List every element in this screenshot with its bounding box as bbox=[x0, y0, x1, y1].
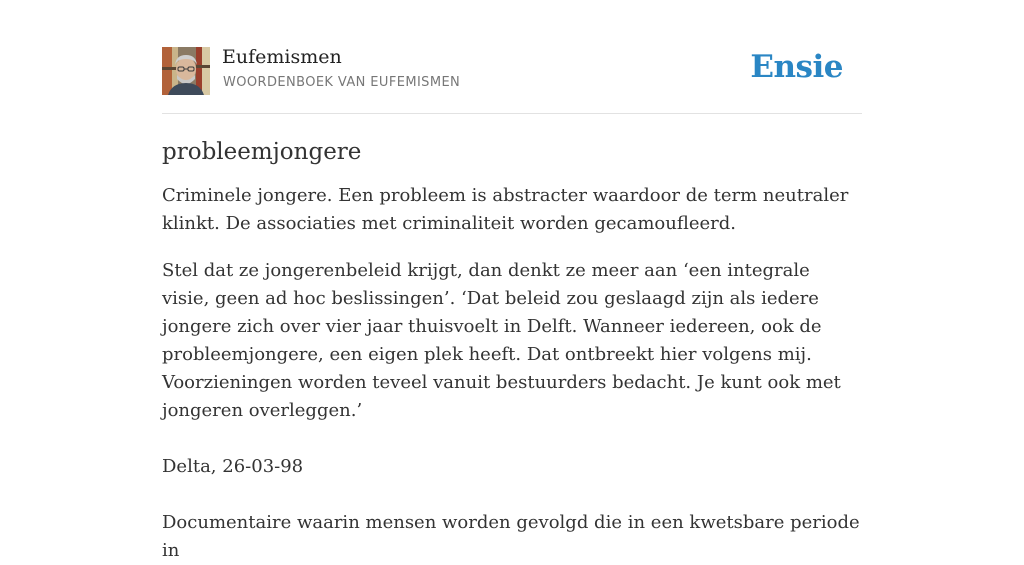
author-portrait-icon bbox=[162, 47, 210, 95]
entry-content bbox=[162, 134, 862, 565]
brand-name[interactable]: Eufemismen bbox=[222, 46, 342, 68]
entry-example: Stel dat ze jongerenbeleid krijgt, dan denkt ze meer aan ‘een integrale visie, geen ad hoc beslissingen’. ‘Dat beleid zou geslaagd zijn als iedere jongere zich over vier jaar thuisvoelt in Delft. Wanneer iedereen, ook de probleemjongere, een eigen plek heeft. Dat ontbreekt hier volgens mij. Voorzieningen worden teveel vanuit bestuurders bedacht. Je kunt ook met jongeren overleggen.’ Delta, 26-03-98 Documentaire waarin mensen worden gevolgd die in een kwetsbare periode in bbox=[162, 260, 860, 561]
brand-subtitle: WOORDENBOEK VAN EUFEMISMEN bbox=[223, 75, 461, 90]
header-divider bbox=[162, 113, 862, 114]
entry-definition: Criminele jongere. Een probleem is abstracter waardoor de term neutraler klinkt. De associaties met criminaliteit worden gecamoufleerd. bbox=[162, 185, 849, 234]
ensie-logo[interactable]: Ensie bbox=[750, 49, 843, 85]
avatar[interactable] bbox=[162, 47, 210, 95]
site-header bbox=[162, 46, 862, 96]
entry-term: probleemjongere bbox=[162, 139, 362, 165]
